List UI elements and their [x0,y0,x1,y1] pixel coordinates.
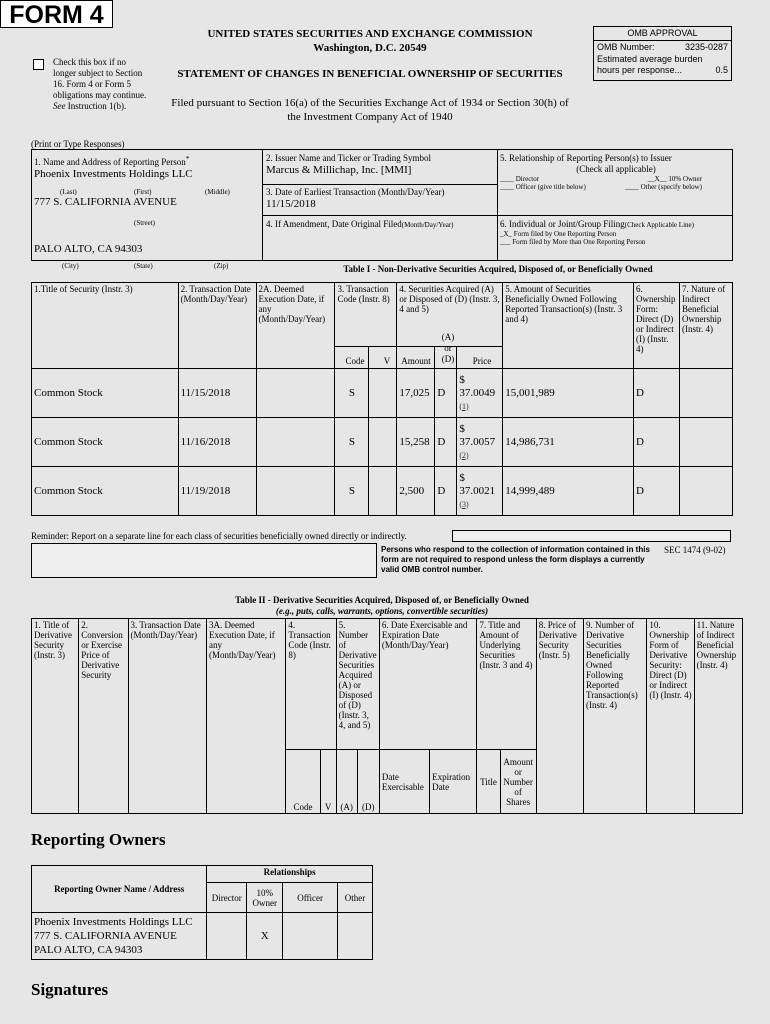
table2-subtitle: (e.g., puts, calls, warrants, options, convertible securities) [275,606,489,616]
t2-h10: 10. Ownership Form of Derivative Security: Direct (D) or Indirect (I) (Instr. 4) [647,619,694,814]
reporting-street: 777 S. CALIFORNIA AVENUE [34,196,177,208]
t1-cell-v [369,467,397,516]
relationship-sub: (Check all applicable) [576,164,656,174]
footnote-link[interactable]: (2) [459,450,469,460]
t1-cell-title: Common Stock [32,369,179,418]
t1-cell-price [457,418,503,467]
t1-h7: 7. Nature of Indirect Beneficial Ownership (Instr. 4) [679,283,732,369]
last-label: (Last) [60,188,77,196]
reminder-box [452,530,731,542]
filing-sub: (Check Applicable Line) [624,221,694,229]
omb-hours-label: hours per response... [597,65,683,75]
t1-cell-date: 11/19/2018 [178,467,256,516]
t1-cell-amount: 15,258 [397,418,435,467]
filing-more: ___ Form filed by More than One Reporting Person [500,238,646,246]
t1-cell-owned: 14,999,489 [503,467,634,516]
t2-h5: 5. Number of Derivative Securities Acquired (A) or Disposed of (D) (Instr. 3, 4, and 5) [336,619,379,750]
filed-pursuant-line1: Filed pursuant to Section 16(a) of the Securities Exchange Act of 1934 or Section 30(h) of [171,97,569,109]
table1-title: Table I - Non-Derivative Securities Acquired, Disposed of, or Beneficially Owned [343,264,653,274]
t1-cell-title: Common Stock [32,467,179,516]
city-label: (City) [62,262,79,270]
owner-line: __X__ 10% Owner [647,175,702,183]
t1-cell-title: Common Stock [32,418,179,467]
t1-cell-owned: 15,001,989 [503,369,634,418]
table2 [31,618,743,814]
t1-cell-nature [679,418,732,467]
t1-sub-amount: Amount [401,356,431,366]
t2-sub-v: V [320,750,336,814]
t2-h4: 4. Transaction Code (Instr. 8) [286,619,336,750]
t1-cell-amount: 2,500 [397,467,435,516]
officer-line: ____ Officer (give title below) [500,183,586,191]
t1-cell-form: D [633,418,679,467]
footnote-link[interactable]: (3) [459,499,469,509]
other-line: ____ Other (specify below) [624,183,702,191]
reminder-box-2 [31,543,377,578]
reporting-owners-heading: Reporting Owners [31,830,166,849]
filing-one: _X_ Form filed by One Reporting Person [500,230,617,238]
omb-hours: 0.5 [715,65,728,75]
first-label: (First) [134,188,152,196]
amendment-label: 4. If Amendment, Date Original Filed [266,219,402,229]
issuer-name: Marcus & Millichap, Inc. [MMI] [266,164,412,176]
t1-cell-nature [679,369,732,418]
street-label: (Street) [134,219,155,227]
t1-cell-amount: 17,025 [397,369,435,418]
owners-col-owner: 10% Owner [247,883,283,913]
zip-label: (Zip) [214,262,229,270]
footnote-link[interactable]: (1) [459,401,469,411]
omb-burden-label: Estimated average burden [597,54,703,64]
t2-h3a: 3A. Deemed Execution Date, if any (Month/Day/Year) [206,619,285,814]
relationship-label: 5. Relationship of Reporting Person(s) to Issuer [500,153,672,163]
issuer-label: 2. Issuer Name and Ticker or Trading Symbol [266,153,431,163]
omb-approval-box [593,26,732,81]
owner-officer-mark [283,913,338,960]
state-label: (State) [134,262,153,270]
t1-cell-v [369,418,397,467]
t1-h3: 3. Transaction Code (Instr. 8) [335,283,397,347]
price-value: 37.0057 [459,435,496,448]
price-symbol: $ [459,422,465,435]
t1-sub-ad: (A) or (D) [441,332,455,364]
t1-cell-ad: D [435,369,457,418]
table-row [32,467,733,516]
t2-h6: 6. Date Exercisable and Expiration Date (Month/Day/Year) [379,619,477,750]
agency-name: UNITED STATES SECURITIES AND EXCHANGE COMMISSION [207,28,533,40]
t1-h5: 5. Amount of Securities Beneficially Owned Following Reported Transaction(s) (Instr. 3 and 4) [503,283,634,369]
t2-h7: 7. Title and Amount of Underlying Securities (Instr. 3 and 4) [477,619,536,750]
t1-cell-deemed [256,418,335,467]
omb-title: OMB APPROVAL [594,27,731,41]
owner-director-mark [207,913,247,960]
checkbox-text: Check this box if no longer subject to Section 16. Form 4 or Form 5 obligations may continue. [53,57,147,100]
owners-col-officer: Officer [283,883,338,913]
t1-h2a: 2A. Deemed Execution Date, if any (Month/Day/Year) [256,283,335,369]
t1-cell-deemed [256,369,335,418]
t2-sub-expiration: Expiration Date [430,750,477,814]
table2-title: Table II - Derivative Securities Acquired, Disposed of, or Beneficially Owned [235,595,529,605]
t2-sub-exercisable: Date Exercisable [379,750,429,814]
t2-h8: 8. Price of Derivative Security (Instr. 5) [536,619,583,814]
reminder-text: Reminder: Report on a separate line for each class of securities beneficially owned directly or indirectly. [31,531,407,541]
t1-cell-deemed [256,467,335,516]
t2-h9: 9. Number of Derivative Securities Beneficially Owned Following Reported Transaction(s) (Instr. 4) [584,619,647,814]
reporting-name-star: * [185,154,190,163]
owners-col-director: Director [207,883,247,913]
t1-sub-code: Code [345,356,365,366]
earliest-date: 11/15/2018 [266,198,316,210]
t1-cell-code: S [335,418,369,467]
reporting-name: Phoenix Investments Holdings LLC [34,168,193,180]
t1-cell-v [369,369,397,418]
t2-sub-d: (D) [357,750,379,814]
omb-number: 3235-0287 [684,42,728,52]
t1-cell-date: 11/15/2018 [178,369,256,418]
omb-number-label: OMB Number: [597,42,655,52]
price-value: 37.0049 [459,386,496,399]
t2-sub-code: Code [286,750,320,814]
agency-location: Washington, D.C. 20549 [313,42,427,54]
t1-h6: 6. Ownership Form: Direct (D) or Indirect (I) (Instr. 4) [633,283,679,369]
owners-col-name: Reporting Owner Name / Address [32,866,207,913]
t1-cell-date: 11/16/2018 [178,418,256,467]
checkbox-see: See [53,101,66,111]
filing-label: 6. Individual or Joint/Group Filing [500,219,625,229]
t1-h2: 2. Transaction Date (Month/Day/Year) [178,283,256,369]
t2-h3: 3. Transaction Date (Month/Day/Year) [128,619,206,814]
owners-col-other: Other [338,883,373,913]
director-line: ____ Director [500,175,540,183]
t1-cell-owned: 14,986,731 [503,418,634,467]
t2-sub-title: Title [477,750,500,814]
t1-cell-ad: D [435,467,457,516]
earliest-date-label: 3. Date of Earliest Transaction (Month/Day/Year) [266,187,445,197]
price-value: 37.0021 [459,484,496,497]
form-title: FORM 4 [0,0,113,28]
t2-sub-amount: Amount or Number of Shares [500,750,536,814]
owner-10pct-mark: X [247,913,283,960]
amendment-sub: (Month/Day/Year) [401,221,454,229]
reporting-city: PALO ALTO, CA 94303 [34,243,143,255]
t1-sub-v: V [383,356,391,366]
no-longer-subject-block [31,57,149,112]
table-row [32,369,733,418]
t1-cell-code: S [335,467,369,516]
reporting-owners-table [31,865,373,960]
t2-h1: 1. Title of Derivative Security (Instr. 3) [32,619,79,814]
filed-pursuant-line2: the Investment Company Act of 1940 [287,111,453,123]
owner-city: PALO ALTO, CA 94303 [34,944,143,956]
t1-cell-form: D [633,369,679,418]
t1-h4: 4. Securities Acquired (A) or Disposed of (D) (Instr. 3, 4 and 5) [397,283,503,347]
t1-sub-price: Price [472,356,492,366]
t1-cell-price [457,369,503,418]
middle-label: (Middle) [205,188,230,196]
owner-address [32,913,207,960]
checkbox-instr: Instruction 1(b). [67,101,127,111]
table-row [32,418,733,467]
t2-h11: 11. Nature of Indirect Beneficial Ownership (Instr. 4) [694,619,742,814]
owners-relationships: Relationships [207,866,373,883]
no-longer-subject-checkbox[interactable] [33,59,44,70]
price-symbol: $ [459,373,465,386]
sec-code: SEC 1474 (9-02) [664,545,726,555]
persons-notice: Persons who respond to the collection of information contained in this form are not required to respond unless the form displays a currently valid OMB control number. [381,545,650,574]
price-symbol: $ [459,471,465,484]
t2-h2: 2. Conversion or Exercise Price of Derivative Security [79,619,128,814]
table1 [31,282,733,516]
statement-title: STATEMENT OF CHANGES IN BENEFICIAL OWNERSHIP OF SECURITIES [177,68,563,80]
t1-cell-price [457,467,503,516]
signatures-heading: Signatures [31,980,109,999]
t1-cell-code: S [335,369,369,418]
reporting-name-label: 1. Name and Address of Reporting Person [34,157,186,167]
owner-name: Phoenix Investments Holdings LLC [34,916,193,928]
t1-cell-ad: D [435,418,457,467]
owner-street: 777 S. CALIFORNIA AVENUE [34,930,177,942]
t1-cell-form: D [633,467,679,516]
t1-h1: 1.Title of Security (Instr. 3) [32,283,179,369]
t2-sub-a: (A) [336,750,357,814]
t1-cell-nature [679,467,732,516]
print-type-note: (Print or Type Responses) [31,139,125,149]
owner-other-mark [338,913,373,960]
